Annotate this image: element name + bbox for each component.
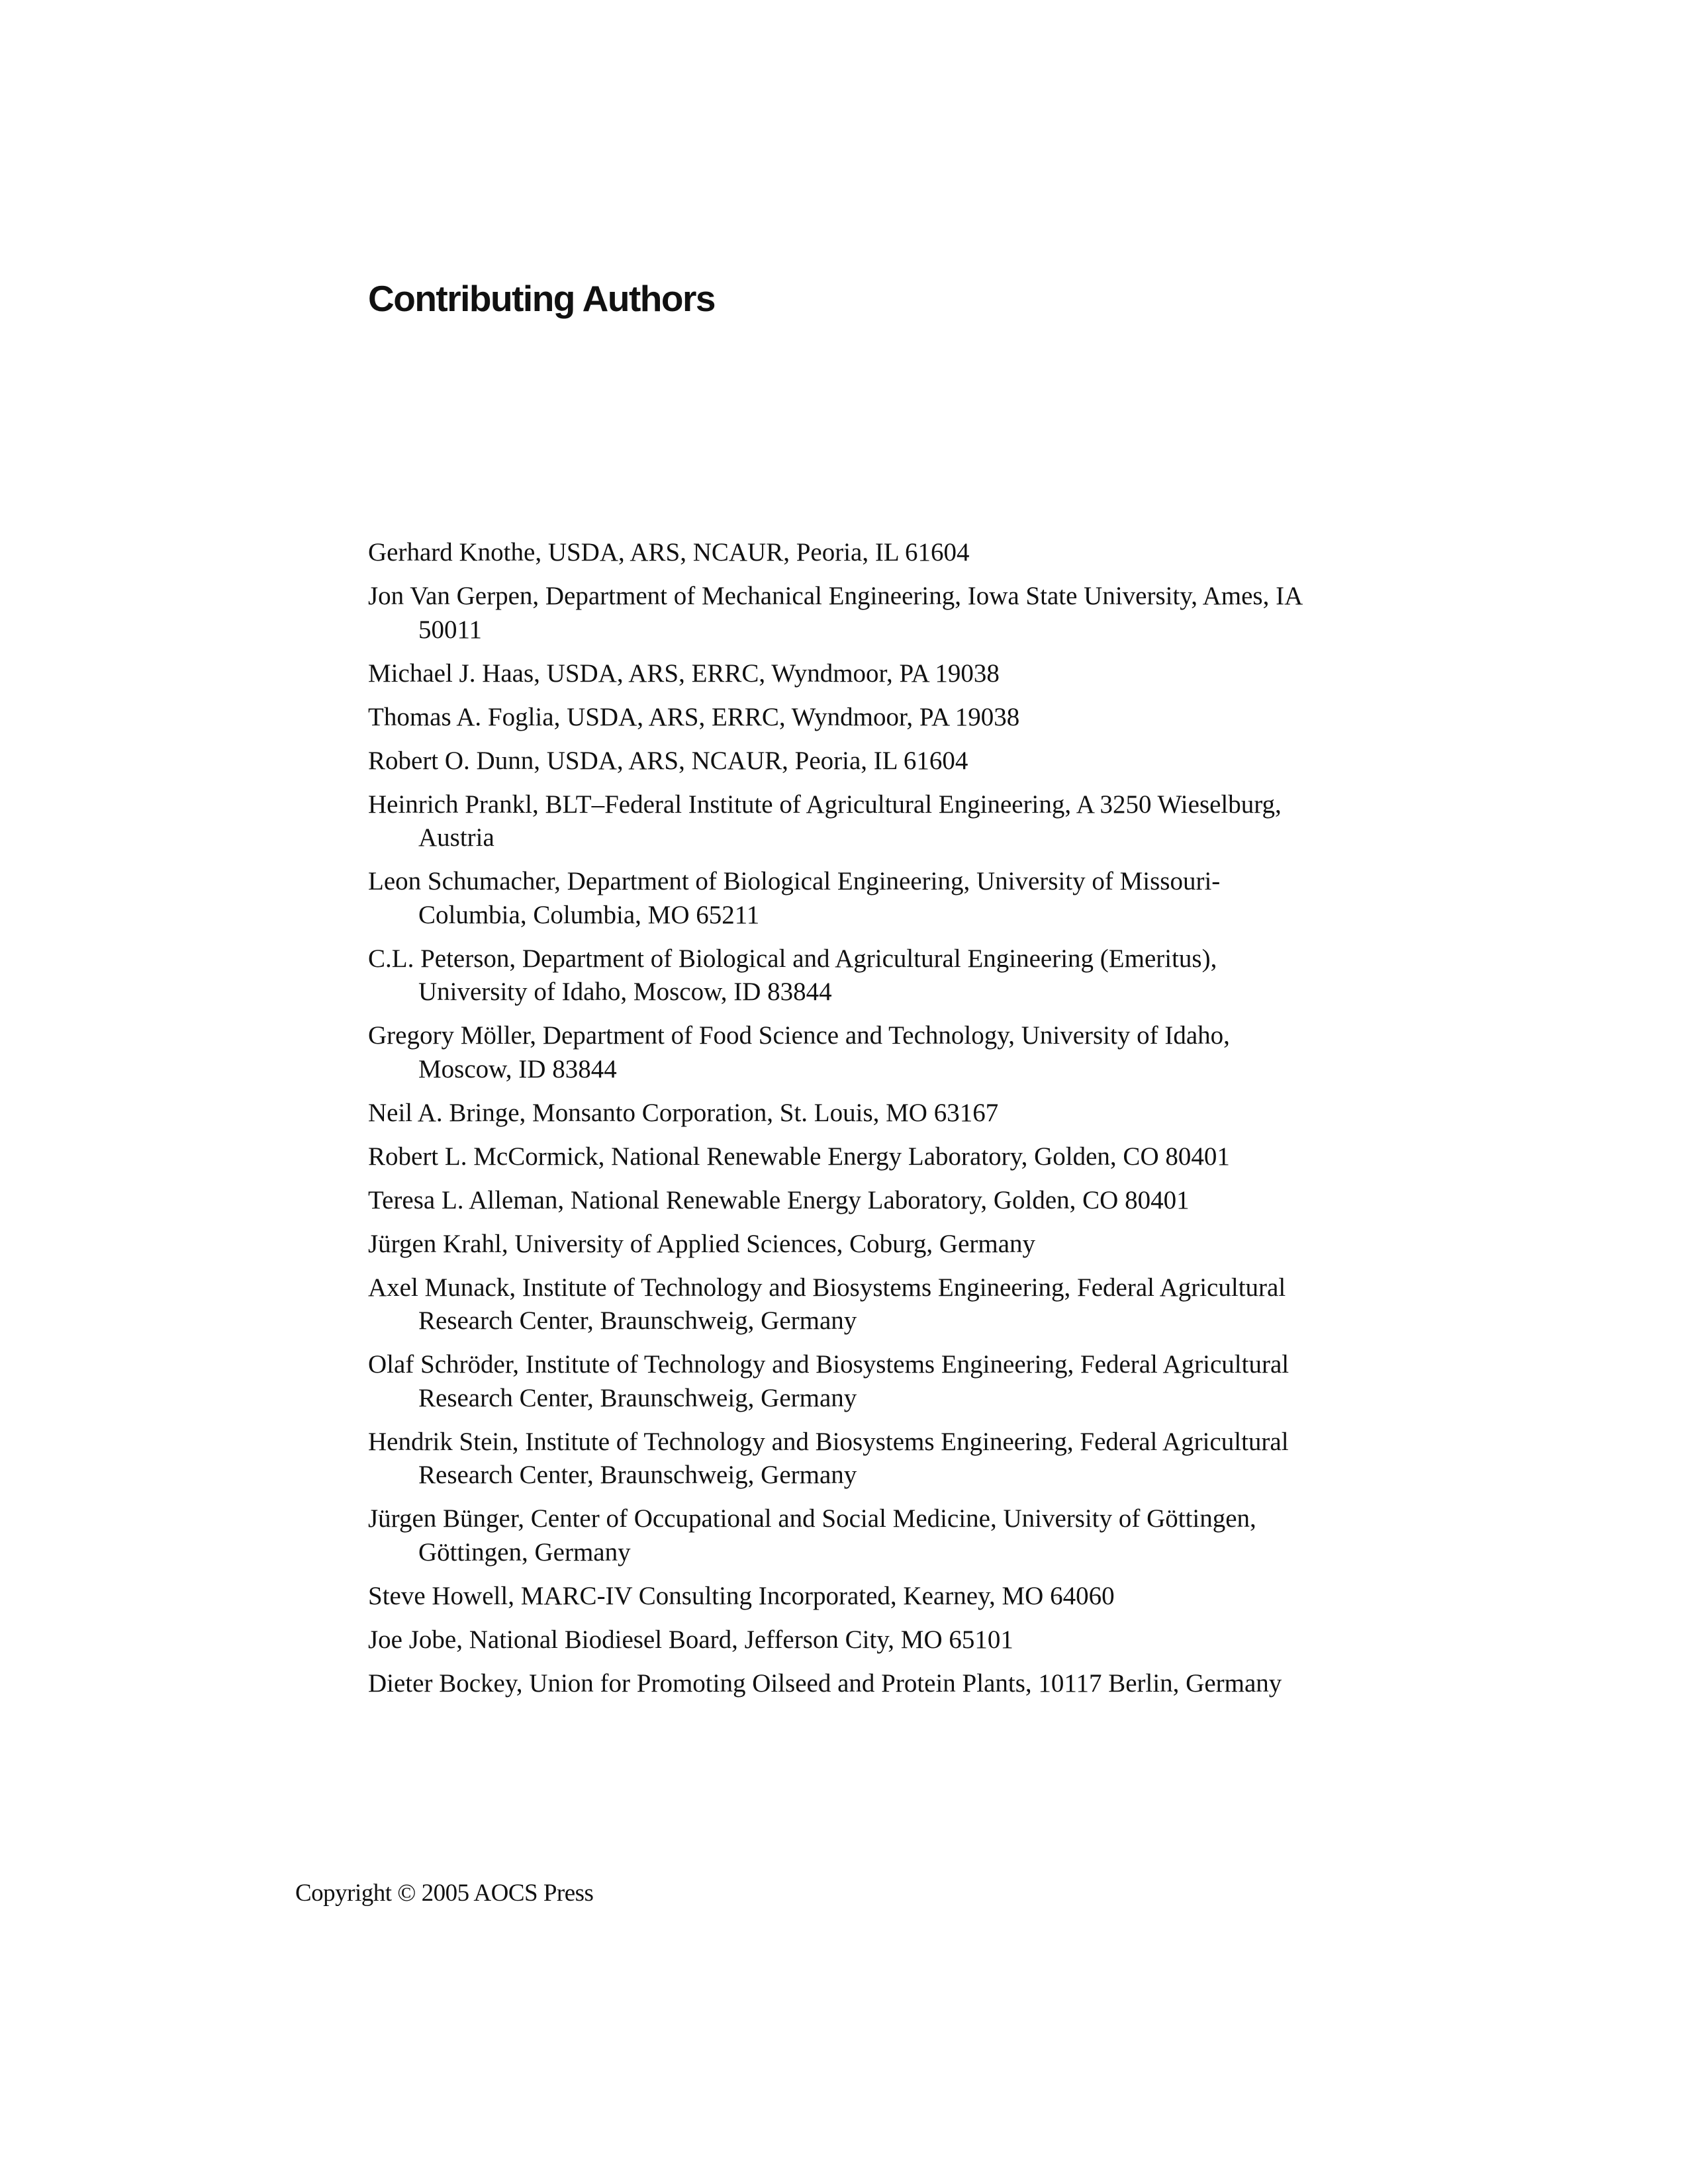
author-entry: Leon Schumacher, Department of Biological Engineering, University of Missouri-Columbia, Columbia, MO 65211 — [368, 867, 1221, 929]
author-entry: Heinrich Prankl, BLT–Federal Institute of Agricultural Engineering, A 3250 Wieselburg, Austria — [368, 790, 1282, 852]
author-entry: Robert L. McCormick, National Renewable Energy Laboratory, Golden, CO 80401 — [368, 1142, 1230, 1171]
author-entry: Steve Howell, MARC-IV Consulting Incorporated, Kearney, MO 64060 — [368, 1581, 1115, 1610]
author-entry: Olaf Schröder, Institute of Technology and Biosystems Engineering, Federal Agricultural Research Center, Braunschweig, Germany — [368, 1350, 1289, 1412]
author-entry: Jürgen Krahl, University of Applied Sciences, Coburg, Germany — [368, 1229, 1036, 1258]
author-entry: Michael J. Haas, USDA, ARS, ERRC, Wyndmoor, PA 19038 — [368, 659, 1000, 688]
author-entry: Neil A. Bringe, Monsanto Corporation, St. Louis, MO 63167 — [368, 1098, 999, 1127]
author-entry: C.L. Peterson, Department of Biological and Agricultural Engineering (Emeritus), University of Idaho, Moscow, ID 83844 — [368, 944, 1217, 1006]
author-entry: Gerhard Knothe, USDA, ARS, NCAUR, Peoria, IL 61604 — [368, 538, 970, 567]
author-entry: Hendrik Stein, Institute of Technology and Biosystems Engineering, Federal Agricultural Research Center, Braunschweig, Germany — [368, 1427, 1289, 1489]
author-entry: Jon Van Gerpen, Department of Mechanical Engineering, Iowa State University, Ames, IA 50011 — [368, 582, 1302, 644]
copyright-notice: Copyright © 2005 AOCS Press — [295, 1880, 594, 1907]
author-entry: Robert O. Dunn, USDA, ARS, NCAUR, Peoria, IL 61604 — [368, 746, 968, 775]
author-entry: Thomas A. Foglia, USDA, ARS, ERRC, Wyndmoor, PA 19038 — [368, 702, 1020, 731]
author-list — [368, 536, 1308, 1711]
author-entry: Joe Jobe, National Biodiesel Board, Jefferson City, MO 65101 — [368, 1625, 1013, 1654]
author-entry: Gregory Möller, Department of Food Science and Technology, University of Idaho, Moscow, ID 83844 — [368, 1021, 1230, 1083]
author-entry: Dieter Bockey, Union for Promoting Oilseed and Protein Plants, 10117 Berlin, Germany — [368, 1668, 1282, 1698]
author-entry: Jürgen Bünger, Center of Occupational and Social Medicine, University of Göttingen, Göttingen, Germany — [368, 1504, 1256, 1567]
author-entry: Teresa L. Alleman, National Renewable Energy Laboratory, Golden, CO 80401 — [368, 1185, 1190, 1214]
page-title: Contributing Authors — [368, 278, 715, 319]
author-entry: Axel Munack, Institute of Technology and Biosystems Engineering, Federal Agricultural Research Center, Braunschweig, Germany — [368, 1273, 1286, 1335]
